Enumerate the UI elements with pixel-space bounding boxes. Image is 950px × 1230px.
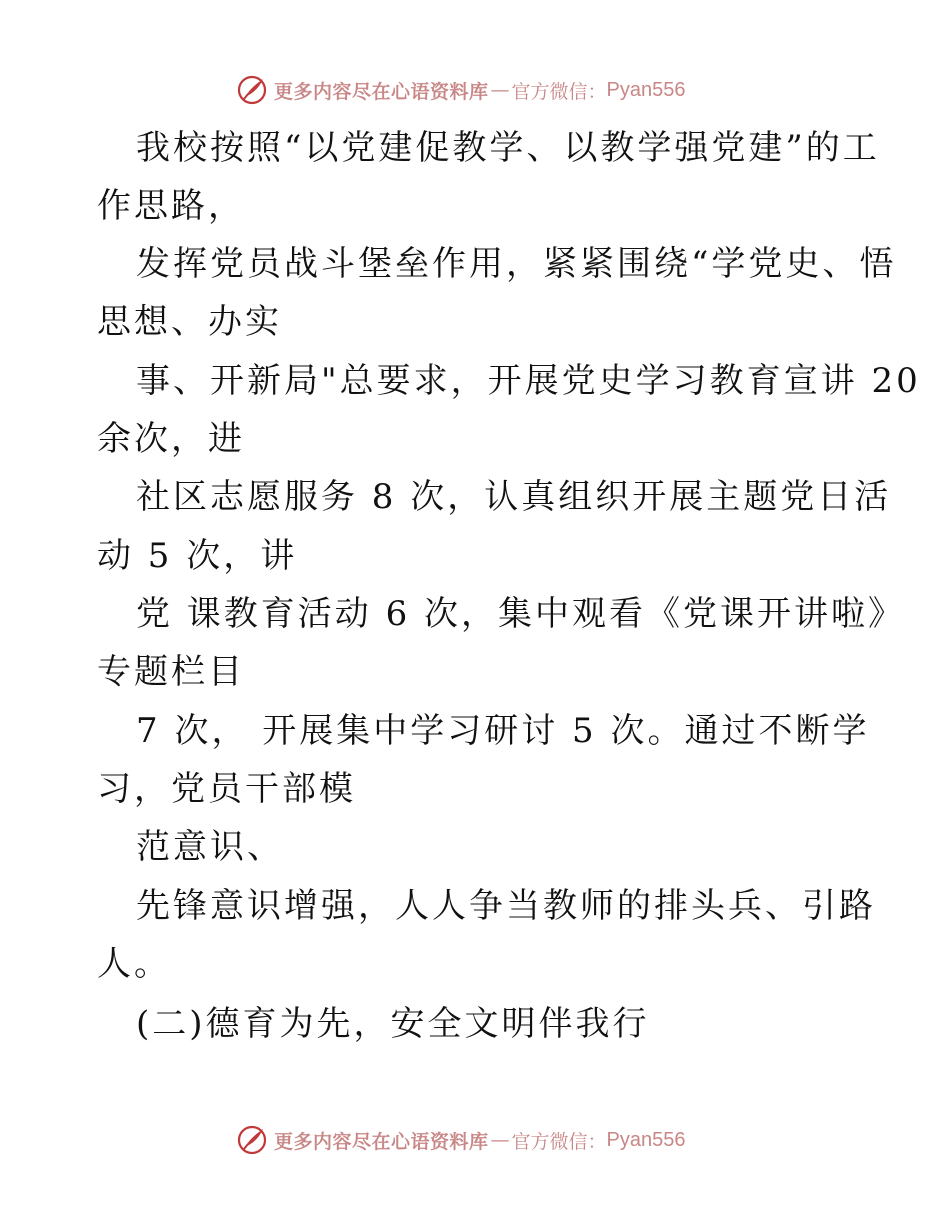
- section-heading: (二)德育为先，安全文明伴我行: [136, 1004, 650, 1044]
- text-line: 人。: [97, 944, 171, 984]
- text-line: 社区志愿服务 8 次，认真组织开展主题党日活: [136, 477, 892, 517]
- text-line: 我校按照“以党建促教学、以教学强党建”的工: [136, 128, 880, 168]
- text-line: 发挥党员战斗堡垒作用，紧紧围绕“学党史、悟: [136, 244, 897, 284]
- text-line: 习，党员干部模: [97, 769, 356, 809]
- text-line: 动 5 次，讲: [97, 536, 298, 576]
- text-line: 党 课教育活动 6 次，集中观看《党课开讲啦》: [136, 594, 906, 634]
- watermark-separator: —: [490, 79, 510, 101]
- watermark-brand: 更多内容尽在心语资料库: [274, 1130, 489, 1153]
- text-line: 范意识、: [136, 827, 284, 867]
- watermark-separator: —: [490, 1129, 510, 1151]
- watermark-id: Pyan556: [606, 1128, 686, 1151]
- text-line: 事、开新局"总要求，开展党史学习教育宣讲 20: [136, 361, 921, 401]
- feather-pen-logo-icon: [236, 74, 268, 106]
- text-line: 先锋意识增强，人人争当教师的排头兵、引路: [136, 886, 876, 926]
- watermark-official: 官方微信：: [511, 1130, 607, 1153]
- watermark-id: Pyan556: [606, 78, 686, 101]
- feather-pen-logo-icon: [236, 1124, 268, 1156]
- text-line: 专题栏目: [97, 652, 245, 692]
- watermark-official: 官方微信：: [511, 80, 607, 103]
- text-line: 作思路，: [97, 186, 245, 226]
- text-line: 思想、办实: [97, 302, 282, 342]
- text-line: 余次，进: [97, 419, 245, 459]
- text-line: 7 次， 开展集中学习研讨 5 次。通过不断学: [136, 711, 870, 751]
- watermark-brand: 更多内容尽在心语资料库: [274, 80, 489, 103]
- watermark-header: [236, 72, 686, 108]
- watermark-footer: [236, 1122, 686, 1158]
